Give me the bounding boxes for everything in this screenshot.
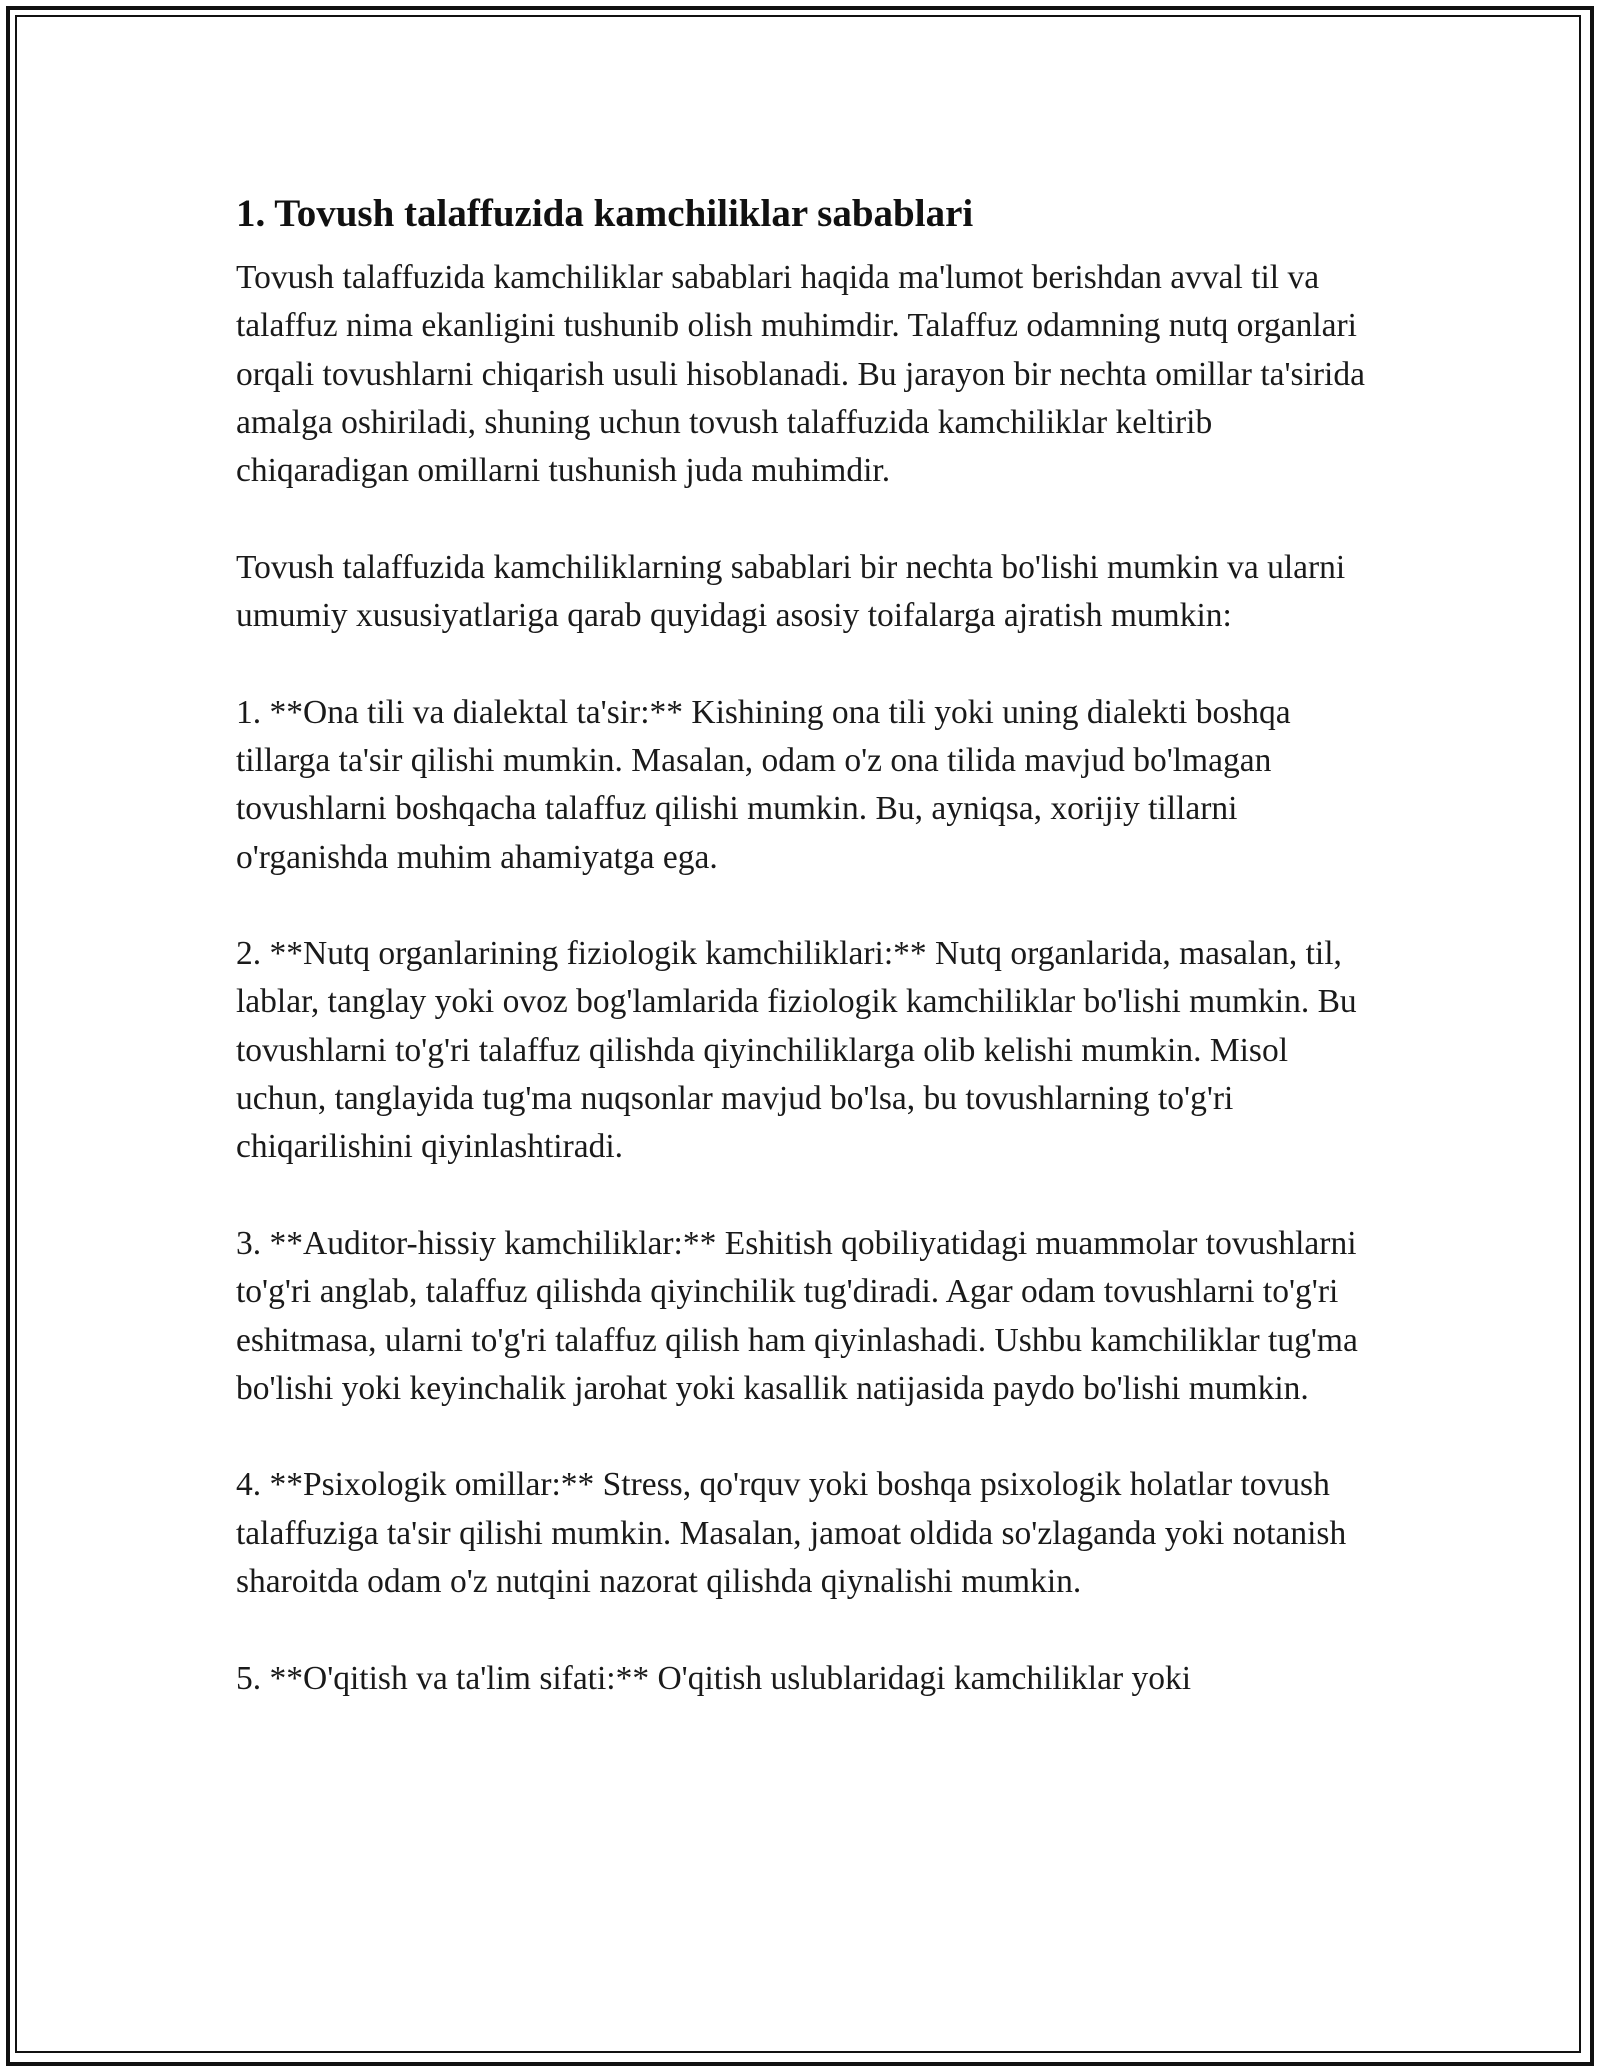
list-item-teaching-quality: 5. **O'qitish va ta'lim sifati:** O'qitish uslublaridagi kamchiliklar yoki — [236, 1659, 1192, 1697]
paragraph-intro: Tovush talaffuzida kamchiliklar sabablari haqida ma'lumot berishdan avval til va talaffuz nima ekanligini tushunib olish muhimdir. Talaffuz odamning nutq organlari orqali tovushlarni chiqarish usuli hisoblanadi. Bu jarayon bir nechta omillar ta'sirida amalga oshiriladi, shuning uchun tovush talaffuzida kamchiliklar keltirib chiqaradigan omillarni tushunish juda muhimdir. — [236, 259, 1365, 490]
list-item-auditory: 3. **Auditor-hissiy kamchiliklar:** Eshitish qobiliyatidagi muammolar tovushlarni to'g'ri anglab, talaffuz qilishda qiyinchilik tug'diradi. Agar odam tovushlarni to'g'ri eshitmasa, ularni to'g'ri talaffuz qilish ham qiyinlashadi. Ushbu kamchiliklar tug'ma bo'lishi yoki keyinchalik jarohat yoki kasallik natijasida paydo bo'lishi mumkin. — [236, 1224, 1358, 1407]
list-item-physiological: 2. **Nutq organlarining fiziologik kamchiliklari:** Nutq organlarida, masalan, til, lablar, tanglay yoki ovoz bog'lamlarida fiziologik kamchiliklar bo'lishi mumkin. Bu tovushlarni to'g'ri talaffuz qilishda qiyinchiliklarga olib kelishi mumkin. Misol uchun, tanglayida tug'ma nuqsonlar mavjud bo'lsa, bu tovushlarning to'g'ri chiqarilishini qiyinlashtiradi. — [236, 935, 1357, 1166]
section-heading: 1. Tovush talaffuzida kamchiliklar sabablari — [236, 192, 974, 235]
list-item-psychological: 4. **Psixologik omillar:** Stress, qo'rquv yoki boshqa psixologik holatlar tovush talaffuziga ta'sir qilishi mumkin. Masalan, jamoat oldida so'zlaganda yoki notanish sharoitda odam o'z nutqini nazorat qilishda qiynalishi mumkin. — [236, 1466, 1347, 1601]
list-item-native-language: 1. **Ona tili va dialektal ta'sir:** Kishining ona tili yoki uning dialekti boshqa tillarga ta'sir qilishi mumkin. Masalan, odam o'z ona tilida mavjud bo'lmagan tovushlarni boshqacha talaffuz qilishi mumkin. Bu, ayniqsa, xorijiy tillarni o'rganishda muhim ahamiyatga ega. — [236, 693, 1291, 876]
paragraph-categories: Tovush talaffuzida kamchiliklarning sabablari bir nechta bo'lishi mumkin va ularni umumiy xususiyatlariga qarab quyidagi asosiy toifalarga ajratish mumkin: — [236, 548, 1346, 635]
document-body — [236, 184, 1376, 1751]
